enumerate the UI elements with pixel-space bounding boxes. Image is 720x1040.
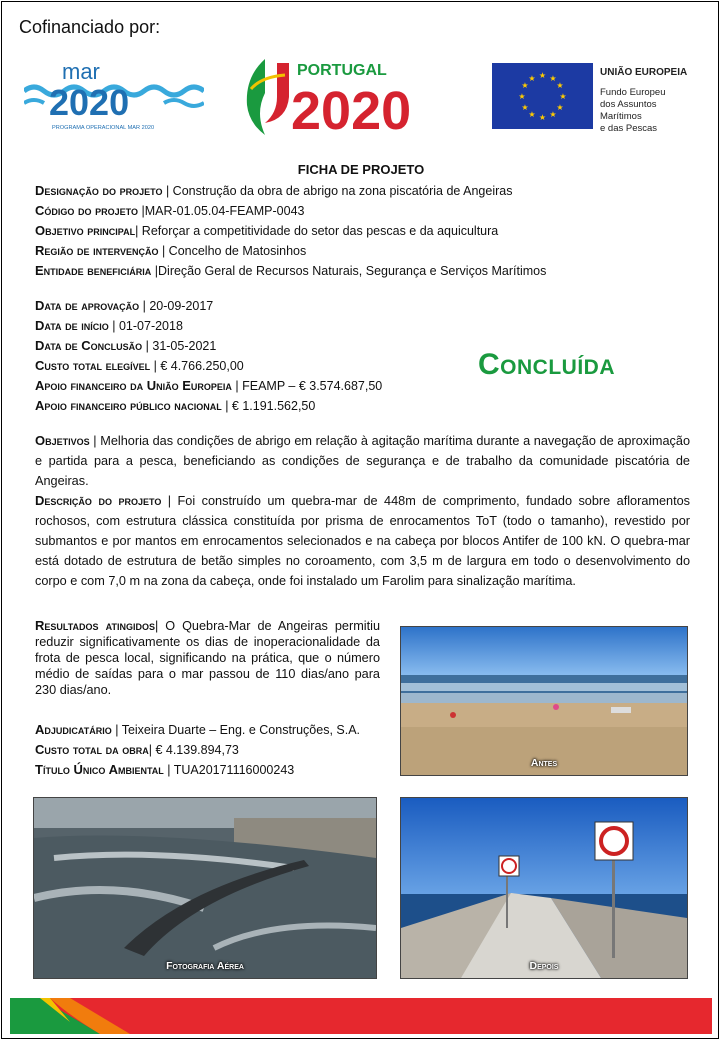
photo-depois bbox=[400, 797, 688, 979]
svg-text:★: ★ bbox=[521, 81, 529, 90]
caption-depois: Depois bbox=[529, 960, 559, 972]
cofinanciado-label: Cofinanciado por: bbox=[19, 17, 161, 37]
field-entidade: Entidade beneficiária |Direção Geral de Recursos Naturais, Segurança e Serviços Marítimos bbox=[35, 263, 547, 278]
mar-logo-caption: PROGRAMA OPERACIONAL MAR 2020 bbox=[52, 125, 155, 131]
svg-text:★: ★ bbox=[528, 110, 536, 119]
field-data-inicio: Data de início | 01-07-2018 bbox=[35, 318, 183, 333]
footer-color-bar bbox=[10, 998, 712, 1034]
portugal-label: PORTUGAL bbox=[297, 62, 387, 79]
photo-antes bbox=[400, 626, 688, 776]
portugal2020-logo bbox=[237, 57, 462, 137]
field-data-aprovacao: Data de aprovação | 20-09-2017 bbox=[35, 298, 214, 313]
field-codigo: Código do projeto |MAR-01.05.04-FEAMP-0043 bbox=[35, 203, 305, 218]
caption-antes: Antes bbox=[530, 757, 558, 769]
field-designacao: Designação do projeto | Construção da obra de abrigo na zona piscatória de Angeiras bbox=[35, 183, 513, 198]
field-data-conclusao: Data de Conclusão | 31-05-2021 bbox=[35, 338, 217, 353]
caption-aerea: Fotografia Aérea bbox=[166, 960, 244, 972]
field-objetivo: Objetivo principal| Reforçar a competitividade do setor das pescas e da aquicultura bbox=[35, 223, 499, 238]
mar-logo-word: mar bbox=[62, 59, 100, 84]
portugal-year: 2020 bbox=[291, 81, 412, 137]
field-custo-obra: Custo total da obra| € 4.139.894,73 bbox=[35, 742, 239, 757]
svg-text:★: ★ bbox=[528, 74, 536, 83]
svg-text:★: ★ bbox=[521, 103, 529, 112]
field-adjudicatario: Adjudicatário | Teixeira Duarte – Eng. e Construções, S.A. bbox=[35, 722, 361, 737]
eu-title: UNIÃO EUROPEIA bbox=[600, 67, 688, 78]
svg-text:★: ★ bbox=[549, 74, 557, 83]
svg-text:★: ★ bbox=[549, 110, 557, 119]
descricao-paragraph: Descrição do projeto | Foi construído um quebra-mar de 448m de comprimento, fundado sobre afloramentos rochosos, com estrutura clássica constituída por prisma de enrocamentos ToT (todo o tamanho), revestido por submantos e por mantos em enrocamentos selecionados e na cabeça por blocos Antifer de 100 kN. O quebra-mar está dotado de estrutura de betão simples no coroamento, com 3,5 m de largura em todo o desenvolvimento do corpo e com 7,0 m na zona da cabeça, onde foi instalado um Farolim para sinalização marítima. bbox=[35, 493, 690, 588]
ficha-title: FICHA DE PROJETO bbox=[297, 162, 425, 177]
svg-text:★: ★ bbox=[556, 103, 564, 112]
field-apoio-nacional: Apoio financeiro público nacional | € 1.191.562,50 bbox=[35, 398, 316, 413]
project-sheet bbox=[1, 1, 719, 1039]
field-tua: Título Único Ambiental | TUA20171116000243 bbox=[35, 762, 295, 777]
eu-line3: dos Assuntos Marítimos bbox=[600, 99, 657, 122]
objetivos-paragraph: Objetivos | Melhoria das condições de abrigo em relação à agitação marítima durante a navegação de aproximação e partida para a pesca, beneficiando as condições de segurança e de trabalho da comunidade piscatória de Angeiras. bbox=[35, 433, 690, 488]
mar2020-logo bbox=[24, 57, 204, 137]
svg-text:★: ★ bbox=[556, 81, 564, 90]
mar-logo-year: 2020 bbox=[49, 82, 130, 123]
field-apoio-ue: Apoio financeiro da União Europeia | FEAMP – € 3.574.687,50 bbox=[35, 378, 383, 393]
eu-line2: Fundo Europeu bbox=[600, 87, 666, 98]
svg-text:★: ★ bbox=[518, 92, 526, 101]
status-badge: Concluída bbox=[478, 348, 615, 381]
eu-line4: e das Pescas bbox=[600, 123, 658, 134]
svg-text:★: ★ bbox=[538, 113, 547, 122]
resultados-paragraph: Resultados atingidos| O Quebra-Mar de Angeiras permitiu reduzir significativamente os dias de inoperacionalidade da frota de pesca local, significando na prática, que o número médio de saídas para o mar passou de 110 dias/ano para 230 dias/ano. bbox=[35, 618, 381, 697]
field-custo-elegivel: Custo total elegível | € 4.766.250,00 bbox=[35, 358, 244, 373]
field-regiao: Região de intervenção | Concelho de Matosinhos bbox=[35, 243, 307, 258]
photo-aerea bbox=[33, 797, 377, 979]
eu-flag-icon bbox=[492, 63, 593, 129]
eu-logo bbox=[492, 63, 692, 134]
svg-text:★: ★ bbox=[559, 92, 567, 101]
svg-text:★: ★ bbox=[538, 71, 547, 80]
